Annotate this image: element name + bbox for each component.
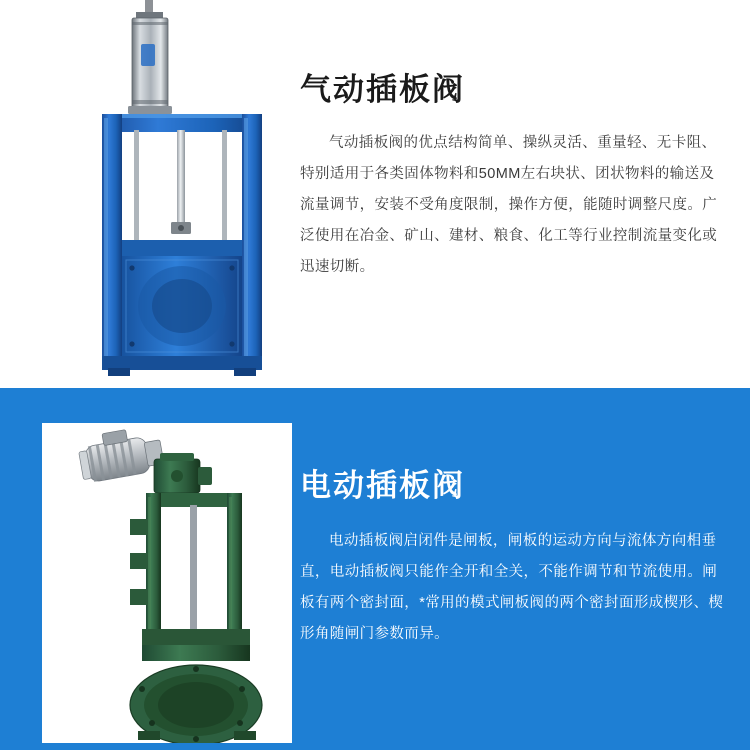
- section-2-body: 电动插板阀启闭件是闸板，闸板的运动方向与流体方向相垂直，电动插板阀只能作全开和全关，不能作调节和节流使用。闸板有两个密封面，*常用的模式闸板阀的两个密封面形成楔形、楔形角随闸门参数而异。: [300, 533, 724, 642]
- section-electric-valve: [0, 388, 750, 750]
- blue-knife-gate-valve-illustration: [40, 0, 290, 385]
- green-knife-gate-valve-illustration: [42, 423, 292, 743]
- section-2-title: 电动插板阀: [300, 468, 465, 503]
- section-1-title: 气动插板阀: [300, 72, 465, 107]
- pneumatic-valve-image: [40, 0, 290, 385]
- section-1-body: 气动插板阀的优点结构简单、操纵灵活、重量轻、无卡阻、特别适用于各类固体物料和50MM左右块状、团状物料的输送及流量调节，安装不受角度限制，操作方便，能随时调整尺度。广泛使用在冶金、矿山、建材、粮食、化工等行业控制流量变化或迅速切断。: [300, 135, 718, 275]
- electric-valve-text-block: [300, 466, 725, 650]
- pneumatic-valve-text-block: [300, 70, 720, 283]
- electric-valve-image: [42, 423, 292, 743]
